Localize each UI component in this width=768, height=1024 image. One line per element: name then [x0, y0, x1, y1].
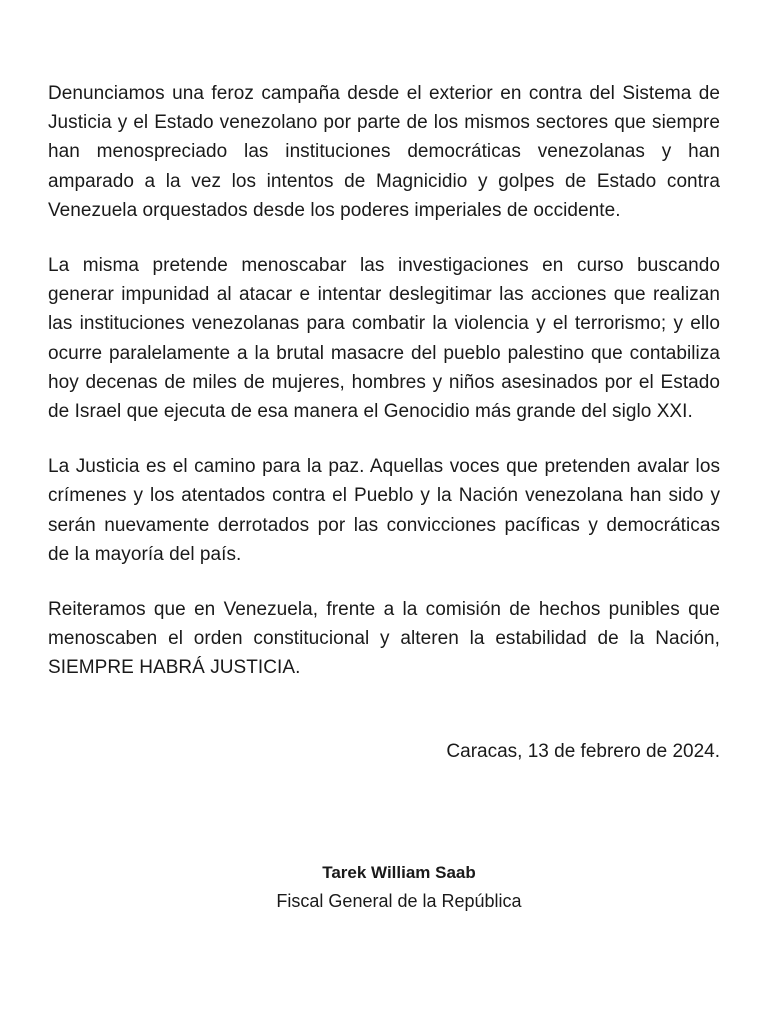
- signature-block: [0, 859, 768, 915]
- signatory-title: Fiscal General de la República: [276, 891, 522, 911]
- paragraph-justicia-paz: La Justicia es el camino para la paz. Aquellas voces que pretenden avalar los crímenes y los atentados contra el Pueblo y la Nación venezolana han sido y serán nuevamente derrotados por las convicciones pacíficas y democráticas de la mayoría del país.: [48, 456, 720, 565]
- paragraph-investigaciones: La misma pretende menoscabar las investigaciones en curso buscando generar impunidad al atacar e intentar deslegitimar las acciones que realizan las instituciones venezolanas para combatir la violencia y el terrorismo; y ello ocurre paralelamente a la brutal masacre del pueblo palestino que contabiliza hoy decenas de miles de mujeres, hombres y niños asesinados por el Estado de Israel que ejecuta de esa manera el Genocidio más grande del siglo XXI.: [48, 255, 720, 423]
- document-body: [48, 79, 720, 709]
- paragraph-denuncia: Denunciamos una feroz campaña desde el exterior en contra del Sistema de Justicia y el Estado venezolano por parte de los mismos sectores que siempre han menospreciado las instituciones democráticas venezolanas y han amparado a la vez los intentos de Magnicidio y golpes de Estado contra Venezuela orquestados desde los poderes imperiales de occidente.: [48, 83, 720, 221]
- paragraph-reiteramos: Reiteramos que en Venezuela, frente a la comisión de hechos punibles que menoscaben el orden constitucional y alteren la estabilidad de la Nación, SIEMPRE HABRÁ JUSTICIA.: [48, 599, 720, 679]
- dateline: Caracas, 13 de febrero de 2024.: [446, 741, 720, 762]
- signatory-name: Tarek William Saab: [322, 863, 476, 882]
